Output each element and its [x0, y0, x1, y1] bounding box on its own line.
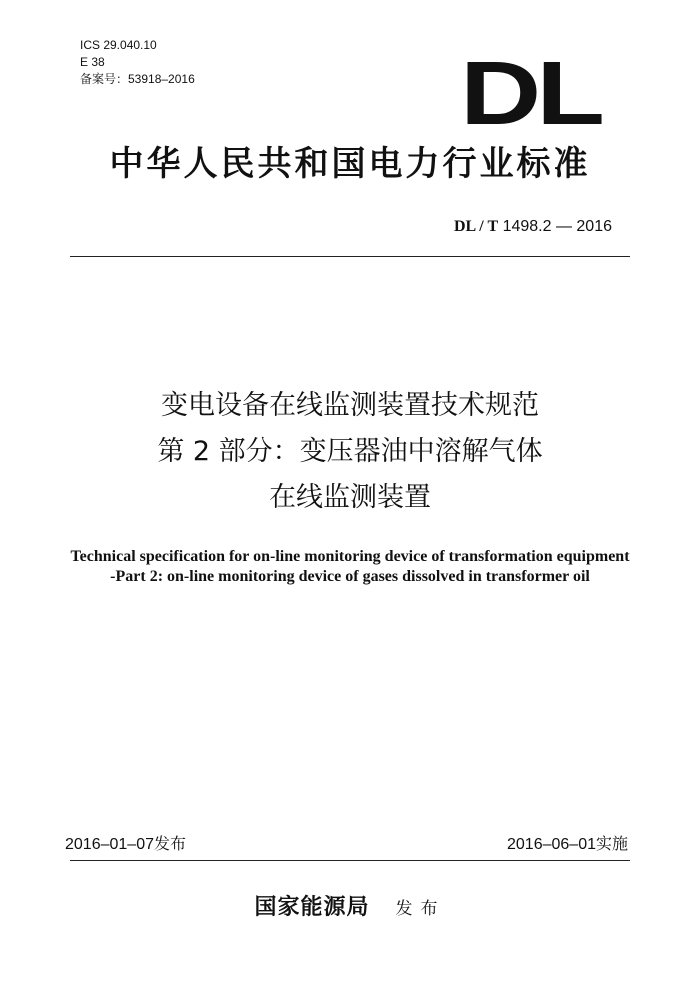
implementation-date: 2016–06–01实施 [507, 836, 628, 853]
issuer-action: 发布 [395, 899, 446, 919]
english-title-line-1: Technical specification for on-line monitoring device of transformation equipment [70, 548, 630, 565]
top-divider [70, 256, 630, 257]
standard-number [454, 217, 612, 237]
issuer-name: 国家能源局 [254, 894, 370, 920]
issue-date: 2016–01–07发布 [65, 836, 186, 853]
filing-number: 备案号：53918–2016 [80, 72, 195, 86]
chinese-title-line-1: 变电设备在线监测装置技术规范 [161, 390, 539, 421]
english-title-line-2: -Part 2: on-line monitoring device of gases dissolved in transformer oil [110, 568, 590, 585]
chinese-title-line-2: 第 2 部分：变压器油中溶解气体 [157, 436, 543, 467]
ccs-code: E 38 [80, 55, 105, 69]
chinese-title-line-3: 在线监测装置 [269, 482, 431, 513]
standard-category-title: 中华人民共和国电力行业标准 [109, 144, 591, 184]
bottom-divider [70, 860, 630, 861]
dl-logo: DL [460, 44, 600, 144]
standard-code: 1498.2 — 2016 [502, 218, 612, 235]
ics-code: ICS 29.040.10 [80, 38, 157, 52]
issuer-row [0, 893, 700, 923]
standard-prefix: DL / T [453, 218, 499, 235]
